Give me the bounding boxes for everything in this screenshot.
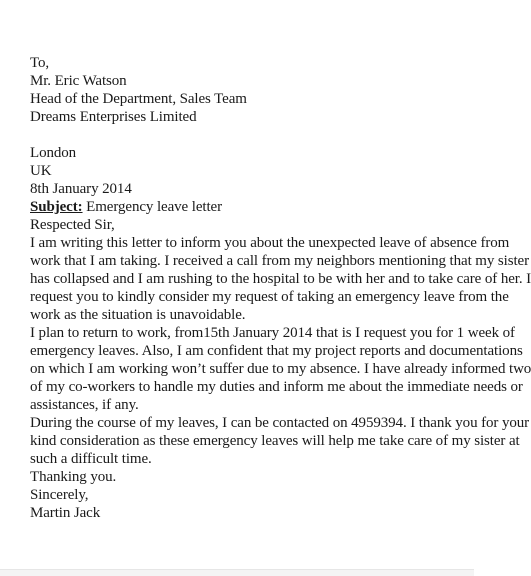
closing-signoff: Sincerely,	[30, 487, 89, 503]
body-line: such a difficult time.	[30, 451, 152, 467]
subject-label: Subject:	[30, 199, 83, 215]
signature-name: Martin Jack	[30, 505, 101, 521]
body-line: work as the situation is unavoidable.	[30, 307, 246, 323]
body-line: I plan to return to work, from15th January 2014 that is I request you for 1 week of	[30, 325, 515, 341]
subject-line	[30, 198, 222, 216]
body-line: of my co-workers to handle my duties and inform me about the immediate needs or	[30, 379, 523, 395]
page-bottom-edge	[0, 569, 474, 576]
closing-thanks: Thanking you.	[30, 469, 117, 485]
body-line: During the course of my leaves, I can be contacted on 4959394. I thank you for your	[30, 415, 530, 431]
sender-country: UK	[30, 163, 52, 179]
recipient-title: Head of the Department, Sales Team	[30, 91, 247, 107]
recipient-name: Mr. Eric Watson	[30, 73, 127, 89]
body-line: on which I am working won’t suffer due to my absence. I have already informed two	[30, 361, 531, 377]
subject-text: Emergency leave letter	[82, 199, 222, 215]
body-line: I am writing this letter to inform you about the unexpected leave of absence from	[30, 235, 510, 251]
body-line: emergency leaves. Also, I am confident that my project reports and documentations	[30, 343, 523, 359]
body-line: assistances, if any.	[30, 397, 139, 413]
to-line: To,	[30, 55, 50, 71]
letter-date: 8th January 2014	[30, 181, 132, 197]
body-line: work that I am taking. I received a call from my neighbors mentioning that my sister	[30, 253, 529, 269]
recipient-company: Dreams Enterprises Limited	[30, 109, 197, 125]
body-line: has collapsed and I am rushing to the hospital to be with her and to take care of her. I	[30, 271, 531, 287]
sender-city: London	[30, 145, 77, 161]
salutation: Respected Sir,	[30, 217, 115, 233]
body-line: request you to kindly consider my request of taking an emergency leave from the	[30, 289, 509, 305]
body-line: kind consideration as these emergency leaves will help me take care of my sister at	[30, 433, 520, 449]
